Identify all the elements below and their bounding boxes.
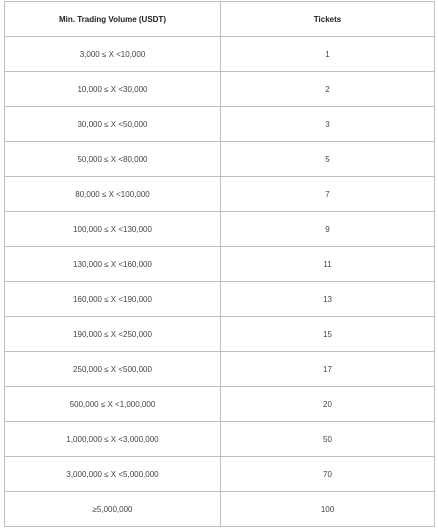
table-row [5,282,435,317]
table-row [5,107,435,142]
volume-range-cell: 500,000 ≤ X <1,000,000 [5,387,221,422]
tickets-cell: 15 [221,317,435,352]
table-row [5,212,435,247]
tickets-cell: 13 [221,282,435,317]
table-row [5,387,435,422]
trading-volume-tickets-table [4,1,435,527]
tickets-cell: 2 [221,72,435,107]
tickets-cell: 70 [221,457,435,492]
table-row [5,247,435,282]
volume-range-cell: 80,000 ≤ X <100,000 [5,177,221,212]
table-row [5,72,435,107]
tickets-cell: 7 [221,177,435,212]
header-tickets: Tickets [221,2,435,37]
tickets-cell: 3 [221,107,435,142]
volume-range-cell: 1,000,000 ≤ X <3,000,000 [5,422,221,457]
volume-range-cell: 50,000 ≤ X <80,000 [5,142,221,177]
volume-range-cell: 10,000 ≤ X <30,000 [5,72,221,107]
table-row [5,422,435,457]
tickets-cell: 11 [221,247,435,282]
table-row [5,352,435,387]
tickets-cell: 1 [221,37,435,72]
volume-range-cell: 130,000 ≤ X <160,000 [5,247,221,282]
volume-range-cell: 190,000 ≤ X <250,000 [5,317,221,352]
table-row [5,317,435,352]
volume-range-cell: 160,000 ≤ X <190,000 [5,282,221,317]
table-header-row [5,2,435,37]
volume-range-cell: 250,000 ≤ X <500,000 [5,352,221,387]
volume-range-cell: 100,000 ≤ X <130,000 [5,212,221,247]
tickets-cell: 5 [221,142,435,177]
table-row [5,142,435,177]
tickets-cell: 17 [221,352,435,387]
table-row [5,457,435,492]
volume-range-cell: 3,000,000 ≤ X <5,000,000 [5,457,221,492]
tickets-cell: 20 [221,387,435,422]
trading-volume-table-container [4,1,434,527]
tickets-cell: 100 [221,492,435,527]
volume-range-cell: 30,000 ≤ X <50,000 [5,107,221,142]
table-row [5,37,435,72]
table-row [5,177,435,212]
table-row [5,492,435,527]
tickets-cell: 9 [221,212,435,247]
volume-range-cell: ≥5,000,000 [5,492,221,527]
tickets-cell: 50 [221,422,435,457]
header-min-trading-volume: Min. Trading Volume (USDT) [5,2,221,37]
volume-range-cell: 3,000 ≤ X <10,000 [5,37,221,72]
